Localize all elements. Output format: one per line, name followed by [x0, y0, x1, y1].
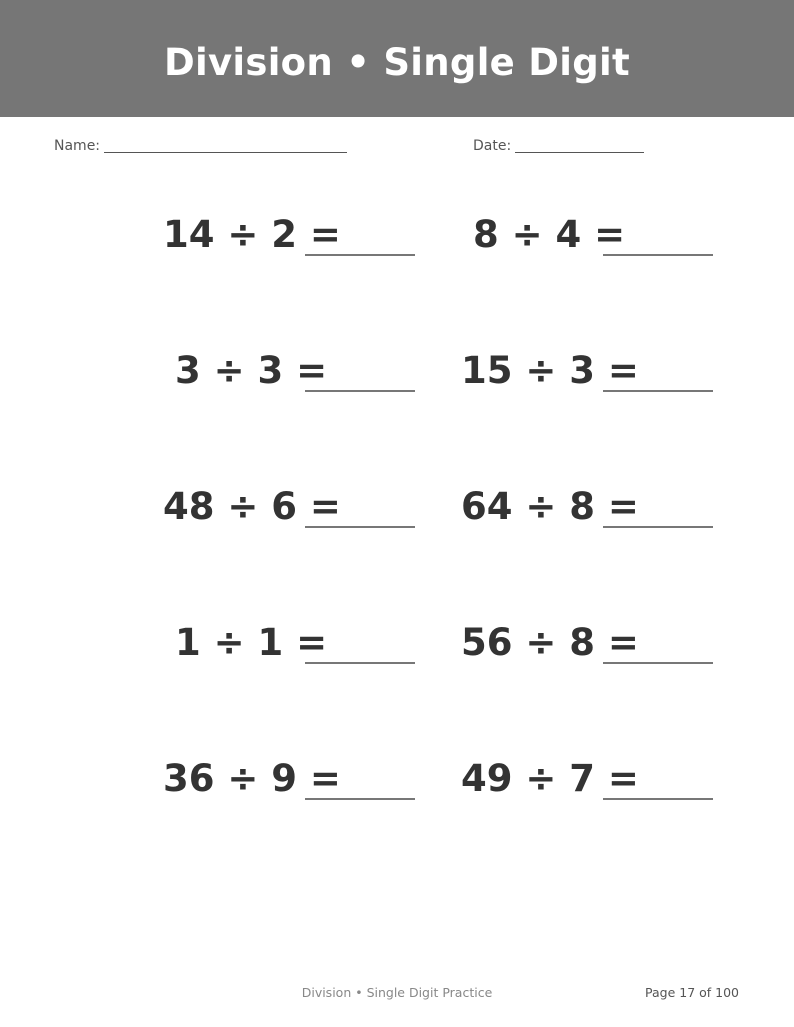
answer-blank [603, 390, 713, 392]
problem-expression: 49 ÷ 7 = [461, 757, 639, 800]
problem-expression: 1 ÷ 1 = [175, 621, 328, 664]
answer-blank [305, 390, 415, 392]
date-blank [515, 138, 644, 153]
answer-blank [603, 526, 713, 528]
name-label: Name: [54, 138, 101, 154]
problem-expression: 64 ÷ 8 = [461, 485, 639, 528]
date-label: Date: [473, 138, 512, 154]
problem-expression: 14 ÷ 2 = [163, 213, 341, 256]
date-field [473, 135, 644, 155]
footer-subtitle: Division • Single Digit Practice [301, 985, 493, 1000]
answer-blank [305, 526, 415, 528]
problem-expression: 8 ÷ 4 = [473, 213, 626, 256]
problem-expression: 15 ÷ 3 = [461, 349, 639, 392]
problem-expression: 48 ÷ 6 = [163, 485, 341, 528]
answer-blank [305, 662, 415, 664]
name-field [54, 135, 347, 155]
answer-blank [305, 254, 415, 256]
page-title: Division • Single Digit [163, 41, 631, 84]
page-number: Page 17 of 100 [645, 985, 739, 1000]
answer-blank [603, 662, 713, 664]
answer-blank [305, 798, 415, 800]
name-blank [104, 138, 347, 153]
page-header [0, 0, 794, 117]
problem-expression: 56 ÷ 8 = [461, 621, 639, 664]
problem-expression: 36 ÷ 9 = [163, 757, 341, 800]
answer-blank [603, 798, 713, 800]
problem-expression: 3 ÷ 3 = [175, 349, 328, 392]
answer-blank [603, 254, 713, 256]
